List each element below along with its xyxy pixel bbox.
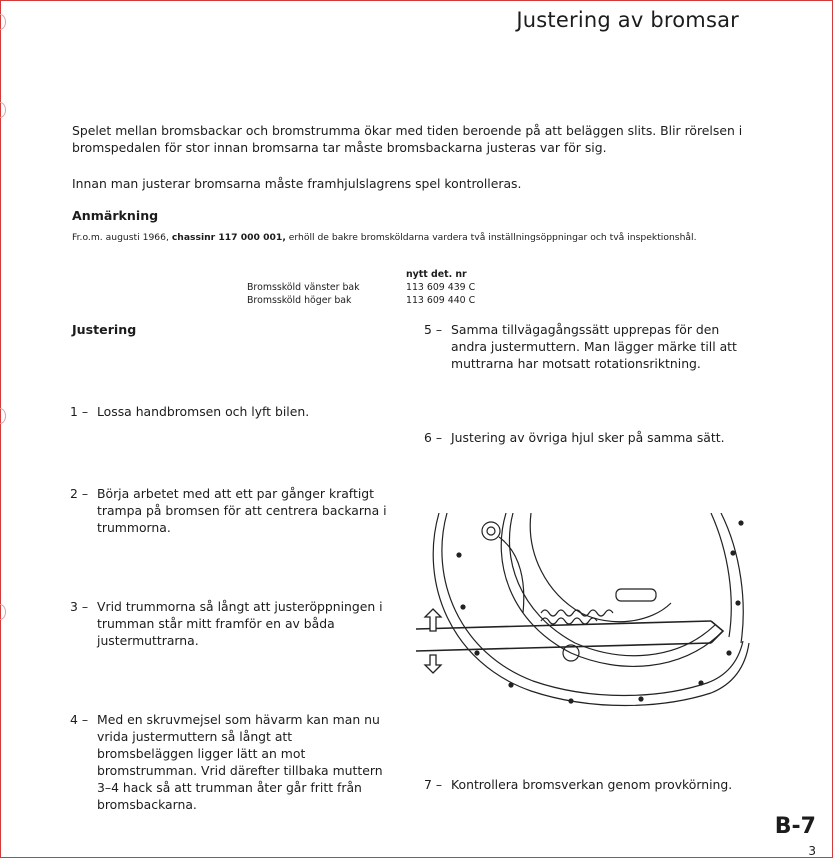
note-text: Fr.o.m. augusti 1966, chassinr 117 000 001, erhöll de bakre bromsköldarna vardera två inställningsöppningar och två inspektionshål. [72,232,697,243]
brake-adjustment-illustration [411,513,751,713]
step-3: 3 – Vrid trummorna så långt att justeröppningen i trumman står mitt framför en av båda justermuttrarna. [70,599,383,648]
parts-table-row: Bromssköld höger bak 113 609 440 C [247,295,476,306]
note-heading: Anmärkning [72,208,159,223]
check-paragraph: Innan man justerar bromsarna måste framhjulslagrens spel kontrolleras. [72,176,522,191]
step-4: 4 – Med en skruvmejsel som hävarm kan man nu vrida justermuttern så långt att bromsbeläggen ligger lätt an mot bromstrumman. Vrid därefter tillbaka muttern 3–4 hack så att trumman åter går fritt från bromsbackarna. [70,712,383,812]
step-5: 5 – Samma tillvägagångssätt upprepas för den andra justermuttern. Man lägger märke till att muttrarna har motsatt rotationsriktning. [424,322,737,371]
parts-table-header: nytt det. nr [406,269,467,280]
step-1: 1 – Lossa handbromsen och lyft bilen. [70,404,310,419]
parts-table [247,268,486,307]
step-7: 7 – Kontrollera bromsverkan genom provkörning. [424,777,733,792]
intro-paragraph: Spelet mellan bromsbackar och bromstrumma ökar med tiden beroende på att beläggen slits. Blir rörelsen i bromspedalen för stor innan bromsarna tar måste bromsbackarna justeras var för sig. [72,123,743,155]
step-2: 2 – Börja arbetet med att ett par gånger kraftigt trampa på bromsen för att centrera backarna i trummorna. [70,486,387,535]
section-heading: Justering [72,322,137,337]
page-number: 3 [808,844,816,858]
parts-table-row: Bromssköld vänster bak 113 609 439 C [247,282,476,293]
page-reference: B-7 [774,814,816,839]
page-title: Justering av bromsar [516,8,739,32]
step-6: 6 – Justering av övriga hjul sker på samma sätt. [424,430,725,445]
